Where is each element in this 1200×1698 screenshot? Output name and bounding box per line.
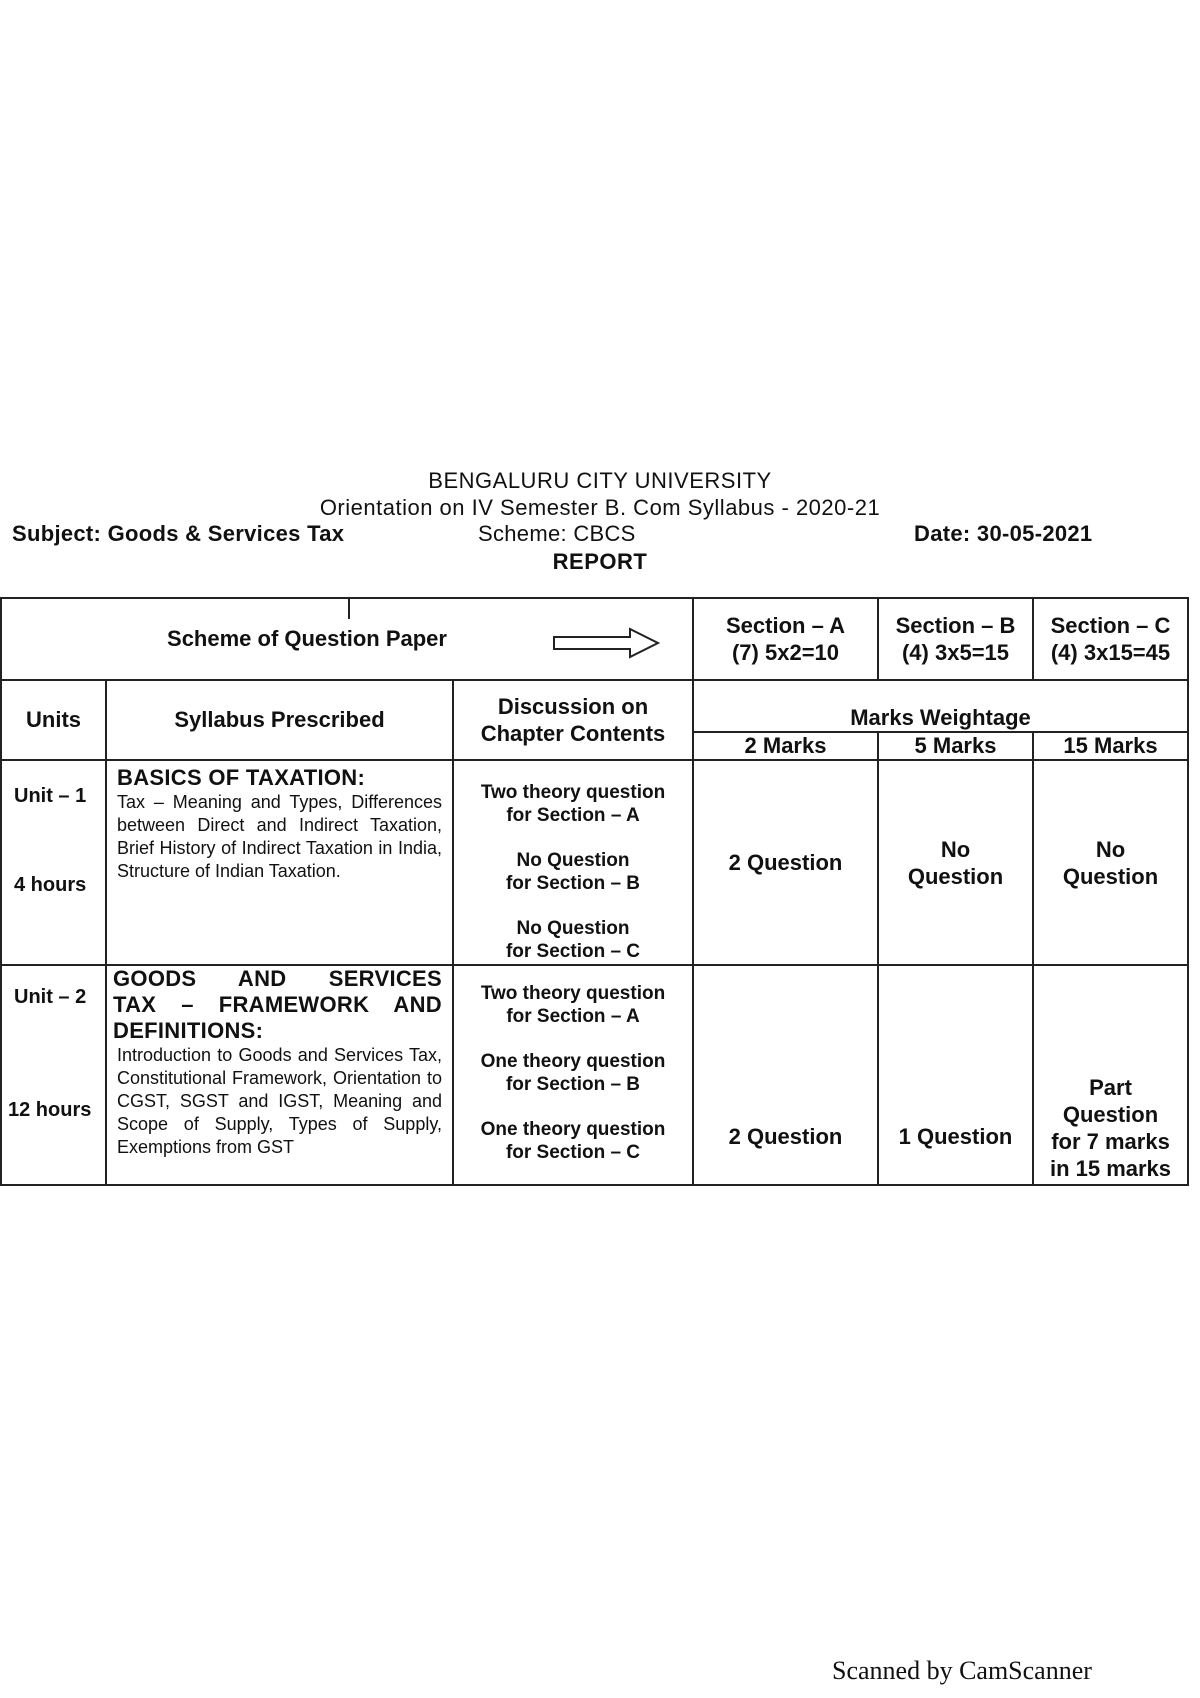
orientation-title: Orientation on IV Semester B. Com Syllabus - 2020-21 (319, 495, 881, 520)
section-b-value: 1 Question (878, 965, 1033, 1185)
syllabus-cell (106, 965, 453, 1185)
section-b-detail: (4) 3x5=15 (901, 640, 1010, 665)
section-c-line2: Question (1062, 1102, 1159, 1127)
date-label: Date: 30-05-2021 (914, 521, 1093, 546)
section-c-detail: (4) 3x15=45 (1050, 640, 1171, 665)
section-a-header (693, 598, 878, 680)
discussion-header (453, 680, 693, 760)
section-a-value: 2 Question (693, 760, 878, 965)
section-c-line3: for 7 marks (1051, 1129, 1170, 1154)
discussion-line: No Question (516, 918, 630, 939)
discussion-cell (453, 965, 693, 1185)
scheme-label: Scheme: CBCS (478, 521, 636, 546)
section-b-value (878, 760, 1033, 965)
section-a-detail: (7) 5x2=10 (731, 640, 840, 665)
discussion-line: for Section – B (505, 873, 641, 894)
discussion-header-line2: Chapter Contents (480, 721, 666, 746)
discussion-line: for Section – B (505, 1074, 641, 1095)
discussion-line: for Section – A (506, 805, 640, 826)
scheme-label-text: Scheme of Question Paper (167, 626, 447, 651)
syllabus-title-line1: GOODS AND SERVICES (113, 966, 442, 991)
section-c-name: Section – C (1050, 613, 1171, 638)
section-c-header (1033, 598, 1188, 680)
report-title: REPORT (552, 549, 648, 574)
unit-hours: 4 hours (14, 874, 87, 896)
discussion-line: Two theory question (480, 983, 666, 1004)
discussion-line: Two theory question (480, 782, 666, 803)
discussion-line: One theory question (480, 1051, 666, 1072)
unit-cell (1, 965, 106, 1185)
right-arrow-icon (552, 627, 662, 659)
discussion-line: for Section – C (505, 1142, 641, 1163)
unit-hours: 12 hours (8, 1099, 92, 1121)
section-c-line4: in 15 marks (1049, 1156, 1172, 1181)
marks-2-header: 2 Marks (693, 732, 878, 760)
syllabus-title-line3: DEFINITIONS: (113, 1018, 264, 1043)
discussion-line: No Question (516, 850, 630, 871)
section-b-header (878, 598, 1033, 680)
discussion-line: for Section – A (506, 1006, 640, 1027)
unit-label: Unit – 1 (14, 785, 87, 807)
section-c-line1: Part (1089, 1075, 1132, 1100)
table-row (1, 965, 1188, 1185)
unit-label: Unit – 2 (14, 986, 87, 1008)
section-a-value: 2 Question (693, 965, 878, 1185)
syllabus-body: Tax – Meaning and Types, Differences between Direct and Indirect Taxation, Brief History of Indirect Taxation in India, Structure of Indian Taxation. (117, 792, 442, 881)
discussion-line: One theory question (480, 1119, 666, 1140)
header-tick (348, 597, 350, 619)
section-b-line2: Question (907, 863, 1004, 889)
discussion-cell (453, 760, 693, 965)
marks-15-header: 15 Marks (1033, 732, 1188, 760)
units-header: Units (1, 680, 106, 760)
discussion-line: for Section – C (505, 941, 641, 962)
syllabus-title: BASICS OF TAXATION: (117, 765, 366, 790)
syllabus-cell (106, 760, 453, 965)
discussion-header-line1: Discussion on (497, 694, 649, 719)
marks-weightage-header: Marks Weightage (693, 680, 1188, 732)
subject-label: Subject: Goods & Services Tax (12, 521, 345, 546)
section-c-line2: Question (1062, 863, 1159, 889)
syllabus-header: Syllabus Prescribed (106, 680, 453, 760)
marks-5-header: 5 Marks (878, 732, 1033, 760)
section-b-line1: No (940, 836, 971, 862)
scanner-watermark: Scanned by CamScanner (832, 1656, 1092, 1685)
unit-cell (1, 760, 106, 965)
section-c-value (1033, 760, 1188, 965)
section-b-name: Section – B (895, 613, 1016, 638)
table-row (1, 760, 1188, 965)
section-c-value (1033, 965, 1188, 1185)
section-c-line1: No (1095, 836, 1126, 862)
scheme-of-question-paper (1, 598, 693, 680)
syllabus-table (0, 597, 1189, 1186)
university-title: BENGALURU CITY UNIVERSITY (428, 468, 772, 493)
syllabus-body: Introduction to Goods and Services Tax, Constitutional Framework, Orientation to CGST, SGST and IGST, Meaning and Scope of Supply, Types of Supply, Exemptions from GST (117, 1045, 442, 1157)
syllabus-title-line2: TAX – FRAMEWORK AND (113, 992, 442, 1017)
section-a-name: Section – A (726, 613, 845, 638)
